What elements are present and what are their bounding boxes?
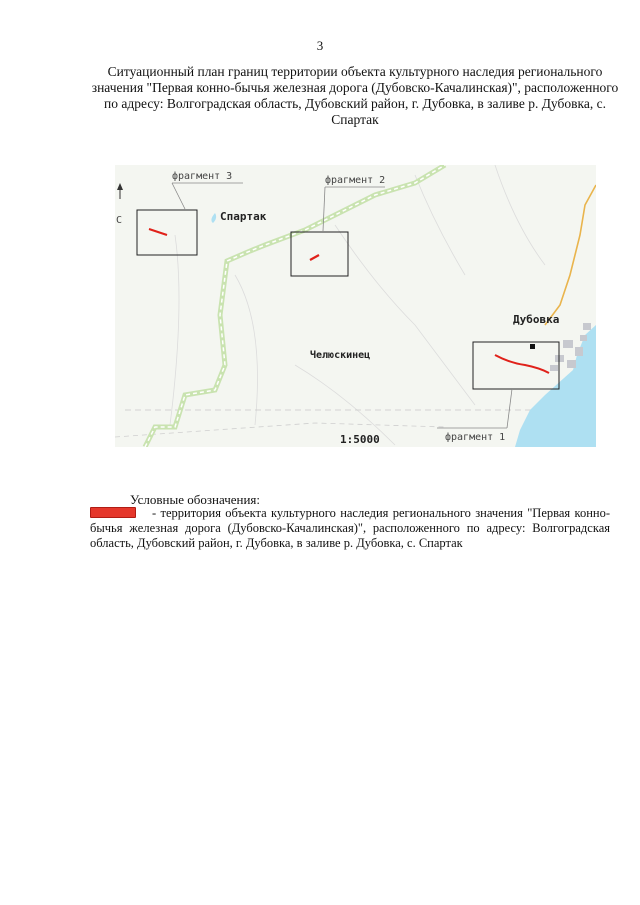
fragment-2-label: фрагмент 2: [325, 175, 386, 186]
fragment-1-label: фрагмент 1: [445, 432, 506, 443]
situation-map: [115, 165, 596, 447]
legend-heading: Условные обозначения:: [130, 492, 261, 507]
page-number: 3: [316, 38, 324, 53]
map-scale: 1:5000: [340, 433, 380, 446]
place-label-chelyuskinets: Челюскинец: [310, 350, 371, 361]
station-marker: [530, 344, 535, 349]
place-label-spartak: Спартак: [220, 210, 267, 223]
north-label: С: [116, 215, 123, 226]
fragment-3-label: фрагмент 3: [172, 171, 233, 182]
legend-description: - территория объекта культурного наследия регионального значения "Первая конно-бычья железная дорога (Дубовско-Качалинская)", расположенного по адресу: Волгоградская область, Дубовский район, г. Дубовка, в заливе р. Дубовка, с. Спартак: [90, 506, 610, 550]
place-label-dubovka: Дубовка: [513, 313, 560, 326]
document-title: Ситуационный план границ территории объекта культурного наследия регионального значения "Первая конно-бычья железная дорога (Дубовско-Качалинская)", расположенного по адресу: Волгоградская область, Дубовский район, г. Дубовка, в заливе р. Дубовка, с. Спартак: [91, 64, 619, 127]
